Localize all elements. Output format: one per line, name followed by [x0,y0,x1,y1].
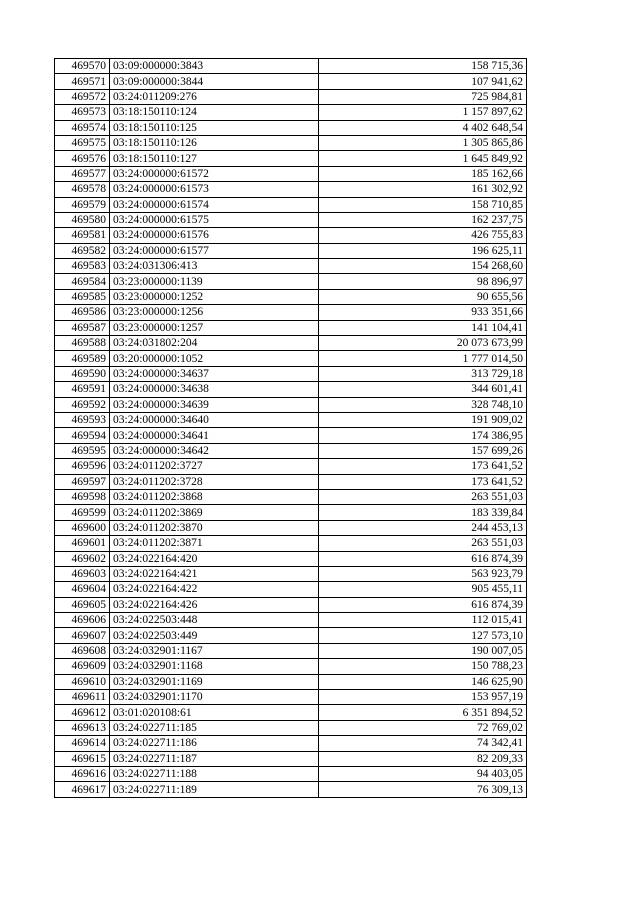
row-id-cell: 469578 [55,182,110,197]
cadastral-number-cell: 03:24:011202:3871 [110,536,319,551]
row-id-cell: 469599 [55,505,110,520]
cadastral-value-cell: 153 957,19 [319,690,527,705]
cadastral-number-cell: 03:24:000000:61575 [110,212,319,227]
cadastral-number-cell: 03:23:000000:1256 [110,305,319,320]
table-row [55,59,527,74]
cadastral-number-cell: 03:24:022711:185 [110,720,319,735]
cadastral-value-cell: 263 551,03 [319,489,527,504]
table-row [55,151,527,166]
table-row [55,659,527,674]
table-row [55,351,527,366]
table-row [55,674,527,689]
row-id-cell: 469612 [55,705,110,720]
cadastral-number-cell: 03:24:011202:3727 [110,459,319,474]
cadastral-value-cell: 905 455,11 [319,582,527,597]
cadastral-value-cell: 190 007,05 [319,643,527,658]
cadastral-number-cell: 03:24:022164:422 [110,582,319,597]
table-row [55,628,527,643]
cadastral-value-cell: 90 655,56 [319,289,527,304]
cadastral-value-cell: 313 729,18 [319,366,527,381]
cadastral-value-cell: 161 302,92 [319,182,527,197]
cadastral-number-cell: 03:24:022711:186 [110,736,319,751]
cadastral-number-cell: 03:24:011209:276 [110,89,319,104]
cadastral-value-cell: 196 625,11 [319,243,527,258]
table-row [55,443,527,458]
cadastral-number-cell: 03:24:000000:34642 [110,443,319,458]
cadastral-value-cell: 344 601,41 [319,382,527,397]
row-id-cell: 469615 [55,751,110,766]
row-id-cell: 469583 [55,259,110,274]
table-row [55,135,527,150]
cadastral-number-cell: 03:24:022503:449 [110,628,319,643]
table-row [55,690,527,705]
cadastral-number-cell: 03:24:000000:61577 [110,243,319,258]
cadastral-number-cell: 03:24:000000:61574 [110,197,319,212]
cadastral-value-cell: 82 209,33 [319,751,527,766]
table-row [55,89,527,104]
table-row [55,597,527,612]
cadastral-number-cell: 03:01:020108:61 [110,705,319,720]
row-id-cell: 469590 [55,366,110,381]
cadastral-value-cell: 426 755,83 [319,228,527,243]
cadastral-number-cell: 03:23:000000:1139 [110,274,319,289]
cadastral-value-cell: 141 104,41 [319,320,527,335]
cadastral-number-cell: 03:09:000000:3844 [110,74,319,89]
row-id-cell: 469616 [55,766,110,781]
cadastral-value-cell: 263 551,03 [319,536,527,551]
cadastral-number-cell: 03:24:000000:34639 [110,397,319,412]
cadastral-number-cell: 03:24:022164:426 [110,597,319,612]
row-id-cell: 469591 [55,382,110,397]
table-row [55,736,527,751]
cadastral-number-cell: 03:24:022711:188 [110,766,319,781]
row-id-cell: 469572 [55,89,110,104]
table-row [55,536,527,551]
table-body [55,59,527,798]
cadastral-number-cell: 03:23:000000:1252 [110,289,319,304]
table-row [55,505,527,520]
cadastral-value-cell: 328 748,10 [319,397,527,412]
cadastral-value-cell: 933 351,66 [319,305,527,320]
cadastral-value-cell: 158 715,36 [319,59,527,74]
cadastral-value-cell: 112 015,41 [319,613,527,628]
table-row [55,74,527,89]
cadastral-number-cell: 03:24:011202:3870 [110,520,319,535]
table-row [55,428,527,443]
cadastral-value-cell: 1 157 897,62 [319,105,527,120]
cadastral-number-cell: 03:24:022503:448 [110,613,319,628]
cadastral-number-cell: 03:24:000000:61572 [110,166,319,181]
row-id-cell: 469577 [55,166,110,181]
cadastral-number-cell: 03:18:150110:125 [110,120,319,135]
row-id-cell: 469610 [55,674,110,689]
row-id-cell: 469614 [55,736,110,751]
row-id-cell: 469602 [55,551,110,566]
row-id-cell: 469589 [55,351,110,366]
cadastral-value-cell: 563 923,79 [319,566,527,581]
row-id-cell: 469597 [55,474,110,489]
row-id-cell: 469605 [55,597,110,612]
table-row [55,459,527,474]
cadastral-number-cell: 03:24:022711:189 [110,782,319,797]
row-id-cell: 469575 [55,135,110,150]
table-row [55,320,527,335]
cadastral-number-cell: 03:18:150110:127 [110,151,319,166]
table-row [55,766,527,781]
table-row [55,705,527,720]
row-id-cell: 469586 [55,305,110,320]
table-row [55,120,527,135]
cadastral-number-cell: 03:24:000000:34641 [110,428,319,443]
cadastral-value-cell: 154 268,60 [319,259,527,274]
table-row [55,613,527,628]
cadastral-number-cell: 03:24:032901:1170 [110,690,319,705]
cadastral-value-cell: 158 710,85 [319,197,527,212]
row-id-cell: 469594 [55,428,110,443]
table-row [55,289,527,304]
cadastral-value-cell: 107 941,62 [319,74,527,89]
row-id-cell: 469611 [55,690,110,705]
cadastral-number-cell: 03:24:022164:421 [110,566,319,581]
row-id-cell: 469608 [55,643,110,658]
table-row [55,782,527,797]
row-id-cell: 469573 [55,105,110,120]
table-row [55,182,527,197]
cadastral-value-cell: 162 237,75 [319,212,527,227]
cadastral-number-cell: 03:24:011202:3728 [110,474,319,489]
row-id-cell: 469582 [55,243,110,258]
row-id-cell: 469595 [55,443,110,458]
table-row [55,366,527,381]
table-row [55,474,527,489]
row-id-cell: 469579 [55,197,110,212]
cadastral-number-cell: 03:24:032901:1168 [110,659,319,674]
row-id-cell: 469587 [55,320,110,335]
table-row [55,105,527,120]
row-id-cell: 469603 [55,566,110,581]
cadastral-value-cell: 1 305 865,86 [319,135,527,150]
row-id-cell: 469593 [55,412,110,427]
cadastral-number-cell: 03:24:000000:61576 [110,228,319,243]
table-row [55,582,527,597]
cadastral-number-cell: 03:18:150110:126 [110,135,319,150]
table-row [55,197,527,212]
table-row [55,412,527,427]
cadastral-number-cell: 03:24:022711:187 [110,751,319,766]
table-row [55,397,527,412]
table-row [55,520,527,535]
cadastral-value-cell: 157 699,26 [319,443,527,458]
table-row [55,566,527,581]
cadastral-number-cell: 03:24:011202:3869 [110,505,319,520]
cadastral-number-cell: 03:23:000000:1257 [110,320,319,335]
table-row [55,243,527,258]
cadastral-number-cell: 03:24:031306:413 [110,259,319,274]
table-row [55,305,527,320]
cadastral-value-cell: 725 984,81 [319,89,527,104]
row-id-cell: 469588 [55,336,110,351]
cadastral-value-cell: 173 641,52 [319,474,527,489]
cadastral-value-cell: 20 073 673,99 [319,336,527,351]
table-row [55,720,527,735]
cadastral-number-cell: 03:20:000000:1052 [110,351,319,366]
row-id-cell: 469581 [55,228,110,243]
cadastral-number-cell: 03:24:000000:61573 [110,182,319,197]
cadastral-value-cell: 616 874,39 [319,597,527,612]
cadastral-value-cell: 244 453,13 [319,520,527,535]
cadastral-value-cell: 173 641,52 [319,459,527,474]
cadastral-value-cell: 72 769,02 [319,720,527,735]
cadastral-value-cell: 127 573,10 [319,628,527,643]
row-id-cell: 469601 [55,536,110,551]
cadastral-value-cell: 191 909,02 [319,412,527,427]
cadastral-number-cell: 03:24:000000:34637 [110,366,319,381]
cadastral-number-cell: 03:24:011202:3868 [110,489,319,504]
table-row [55,382,527,397]
table-row [55,166,527,181]
row-id-cell: 469598 [55,489,110,504]
cadastral-value-cell: 76 309,13 [319,782,527,797]
table-row [55,228,527,243]
cadastral-number-cell: 03:09:000000:3843 [110,59,319,74]
cadastral-number-cell: 03:24:000000:34638 [110,382,319,397]
row-id-cell: 469600 [55,520,110,535]
row-id-cell: 469617 [55,782,110,797]
row-id-cell: 469585 [55,289,110,304]
cadastral-value-cell: 150 788,23 [319,659,527,674]
row-id-cell: 469609 [55,659,110,674]
cadastral-value-cell: 1 645 849,92 [319,151,527,166]
table-row [55,643,527,658]
row-id-cell: 469570 [55,59,110,74]
cadastral-value-cell: 616 874,39 [319,551,527,566]
row-id-cell: 469607 [55,628,110,643]
row-id-cell: 469571 [55,74,110,89]
row-id-cell: 469584 [55,274,110,289]
cadastral-value-cell: 98 896,97 [319,274,527,289]
row-id-cell: 469596 [55,459,110,474]
row-id-cell: 469576 [55,151,110,166]
cadastral-value-cell: 4 402 648,54 [319,120,527,135]
cadastral-value-cell: 6 351 894,52 [319,705,527,720]
table-row [55,212,527,227]
table-row [55,551,527,566]
cadastral-value-cell: 94 403,05 [319,766,527,781]
cadastral-number-cell: 03:24:000000:34640 [110,412,319,427]
table-row [55,274,527,289]
cadastral-value-cell: 146 625,90 [319,674,527,689]
cadastral-number-cell: 03:24:022164:420 [110,551,319,566]
row-id-cell: 469613 [55,720,110,735]
cadastral-value-cell: 174 386,95 [319,428,527,443]
cadastral-number-cell: 03:24:031802:204 [110,336,319,351]
table-row [55,751,527,766]
table-row [55,336,527,351]
cadastral-number-cell: 03:24:032901:1167 [110,643,319,658]
row-id-cell: 469592 [55,397,110,412]
cadastral-value-cell: 185 162,66 [319,166,527,181]
cadastral-value-table [54,58,527,798]
cadastral-value-cell: 183 339,84 [319,505,527,520]
cadastral-value-cell: 1 777 014,50 [319,351,527,366]
table-row [55,489,527,504]
row-id-cell: 469606 [55,613,110,628]
cadastral-value-cell: 74 342,41 [319,736,527,751]
row-id-cell: 469574 [55,120,110,135]
cadastral-number-cell: 03:18:150110:124 [110,105,319,120]
row-id-cell: 469604 [55,582,110,597]
table-row [55,259,527,274]
row-id-cell: 469580 [55,212,110,227]
cadastral-number-cell: 03:24:032901:1169 [110,674,319,689]
